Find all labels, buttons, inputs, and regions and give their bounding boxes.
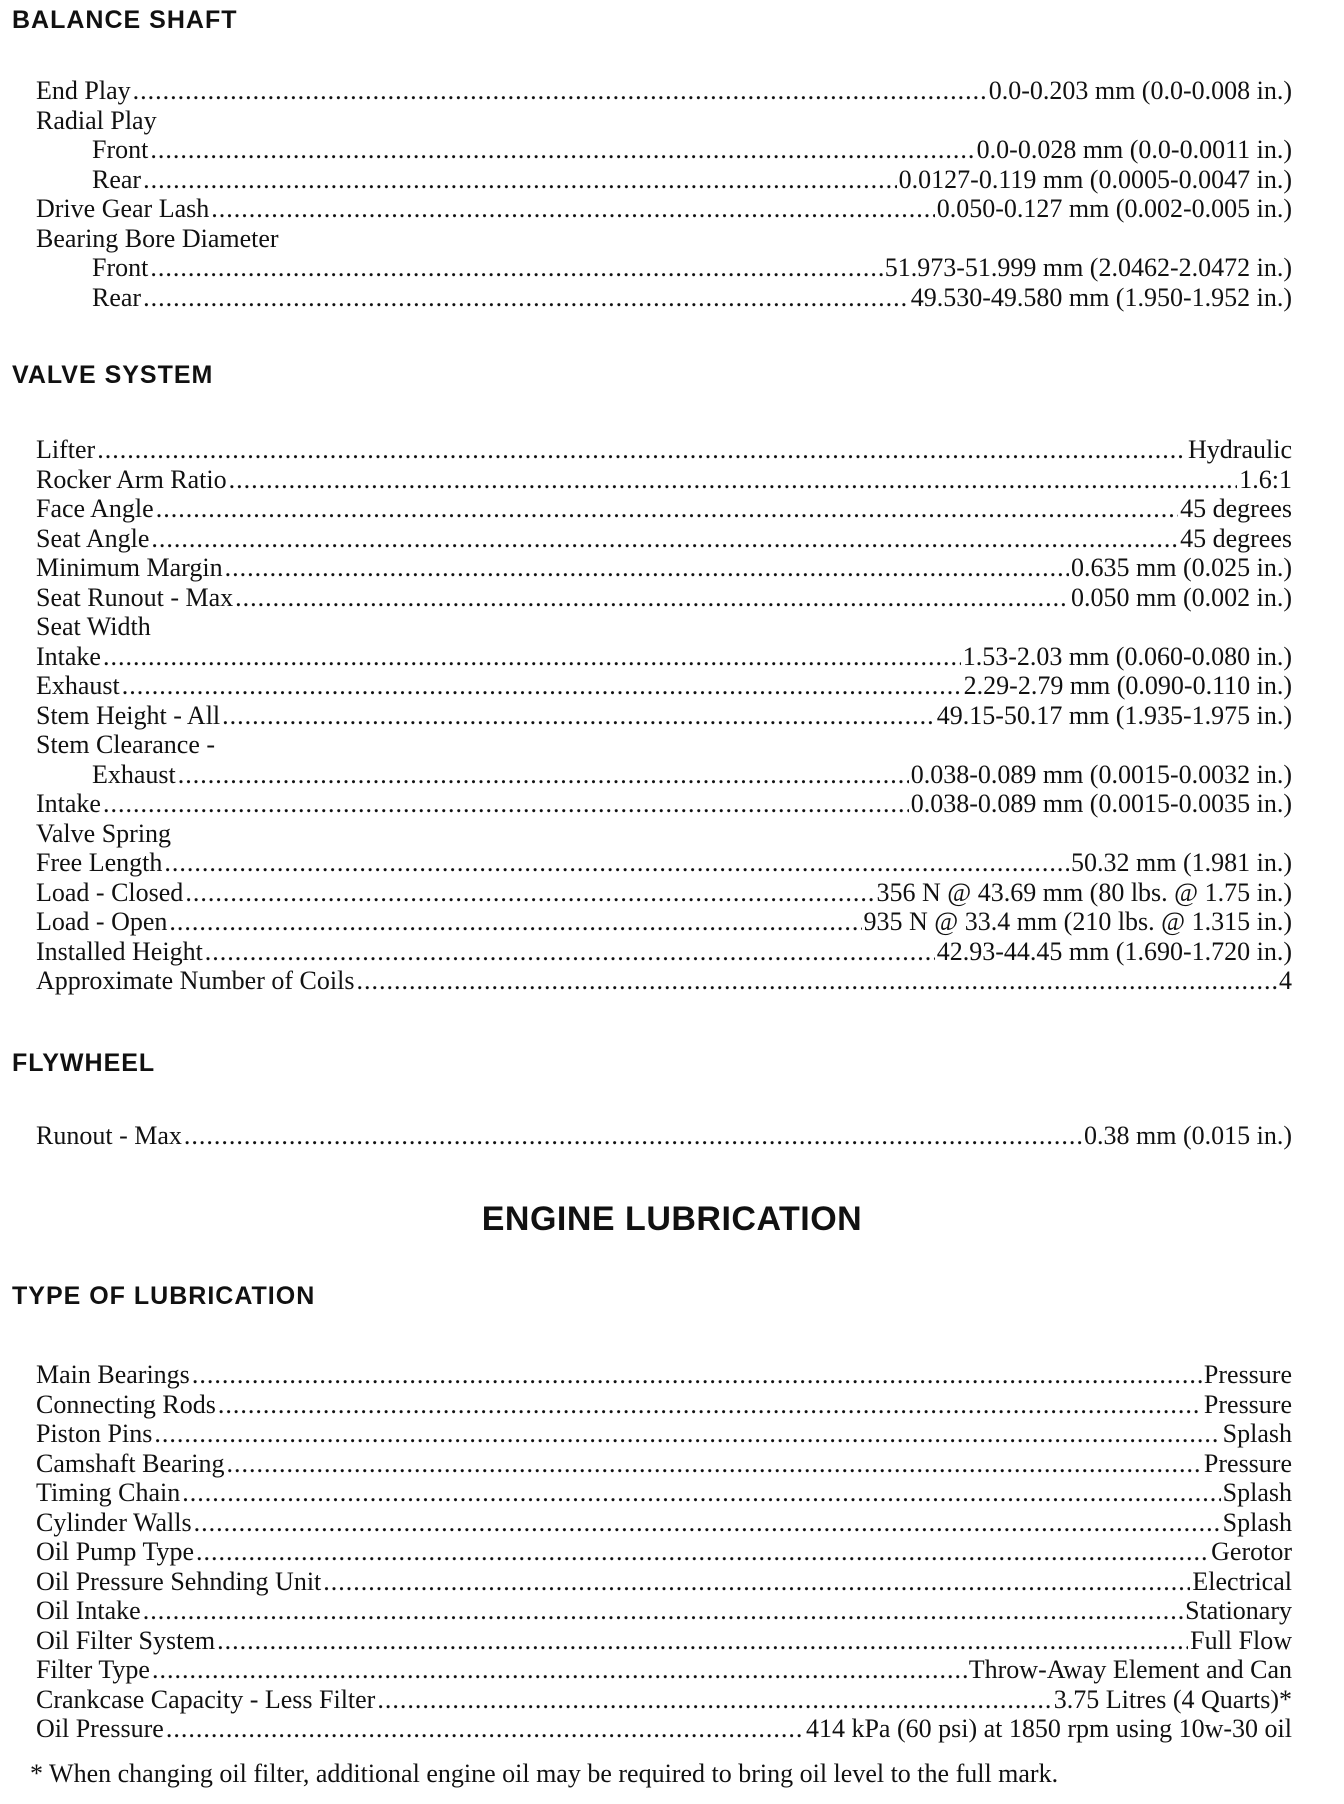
dot-leader xyxy=(235,583,1069,613)
spec-row xyxy=(36,583,1292,613)
dot-leader xyxy=(156,494,1178,524)
dot-leader xyxy=(143,1596,1183,1626)
dot-leader xyxy=(182,1478,1220,1508)
spec-row xyxy=(36,1360,1292,1390)
spec-value: 414 kPa (60 psi) at 1850 rpm using 10w-30 oil xyxy=(805,1714,1292,1743)
spec-subheading xyxy=(36,224,1292,254)
dot-leader xyxy=(184,1121,1082,1151)
spec-value: 1.6:1 xyxy=(1239,464,1292,494)
spec-value: 0.0-0.028 mm (0.0-0.0011 in.) xyxy=(976,135,1292,164)
spec-label: Connecting Rods xyxy=(36,1389,216,1419)
spec-row xyxy=(36,1714,1292,1744)
spec-value: 45 degrees xyxy=(1180,523,1292,553)
spec-label: Exhaust xyxy=(92,759,176,789)
spec-label: Approximate Number of Coils xyxy=(36,966,355,995)
spec-value: 51.973-51.999 mm (2.0462-2.0472 in.) xyxy=(884,253,1292,282)
spec-row xyxy=(36,1121,1292,1151)
dot-leader xyxy=(218,1390,1202,1420)
spec-row xyxy=(36,1655,1292,1685)
spec-value: Splash xyxy=(1222,1478,1292,1507)
spec-value: 49.15-50.17 mm (1.935-1.975 in.) xyxy=(936,700,1292,730)
spec-label: Stem Clearance - xyxy=(36,730,216,759)
dot-leader xyxy=(194,1508,1221,1538)
dot-leader xyxy=(150,253,882,283)
spec-label: Rocker Arm Ratio xyxy=(36,464,227,494)
dot-leader xyxy=(196,1537,1209,1567)
spec-label: Front xyxy=(92,253,149,282)
spec-label: Radial Play xyxy=(36,105,157,135)
spec-value: 0.38 mm (0.015 in.) xyxy=(1084,1121,1292,1150)
spec-row xyxy=(36,907,1292,937)
spec-value: Full Flow xyxy=(1190,1625,1292,1655)
spec-value: 0.635 mm (0.025 in.) xyxy=(1071,553,1292,582)
spec-row xyxy=(36,1567,1292,1597)
spec-value: 356 N @ 43.69 mm (80 lbs. @ 1.75 in.) xyxy=(876,877,1292,907)
section-heading-valve-system: VALVE SYSTEM xyxy=(12,361,214,389)
spec-value: 935 N @ 33.4 mm (210 lbs. @ 1.315 in.) xyxy=(863,907,1292,936)
dot-leader xyxy=(103,789,909,819)
spec-row xyxy=(36,253,1292,283)
spec-label: Free Length xyxy=(36,848,163,877)
spec-subheading xyxy=(36,819,1292,849)
spec-label: Cylinder Walls xyxy=(36,1507,192,1537)
spec-label: Exhaust xyxy=(36,671,120,700)
spec-subheading xyxy=(36,612,1292,642)
dot-leader xyxy=(133,76,987,106)
spec-value: 49.530-49.580 mm (1.950-1.952 in.) xyxy=(910,282,1292,312)
lubrication-spec-list xyxy=(36,1360,1292,1744)
spec-value: Pressure xyxy=(1203,1360,1292,1389)
dot-leader xyxy=(211,194,934,224)
spec-row xyxy=(36,1508,1292,1538)
spec-label: Intake xyxy=(36,789,101,818)
spec-row xyxy=(36,1596,1292,1626)
spec-row xyxy=(36,848,1292,878)
spec-row xyxy=(36,553,1292,583)
spec-value: Throw-Away Element and Can xyxy=(968,1655,1292,1684)
spec-label: Oil Intake xyxy=(36,1596,141,1625)
spec-row xyxy=(36,1449,1292,1479)
spec-value: Stationary xyxy=(1185,1596,1292,1625)
spec-label: Rear xyxy=(92,164,142,194)
spec-label: Crankcase Capacity - Less Filter xyxy=(36,1684,376,1714)
dot-leader xyxy=(205,937,935,967)
spec-label: Seat Runout - Max xyxy=(36,582,234,612)
spec-label: Minimum Margin xyxy=(36,553,223,582)
spec-row xyxy=(36,1390,1292,1420)
spec-value: 2.29-2.79 mm (0.090-0.110 in.) xyxy=(963,671,1292,700)
spec-value: 1.53-2.03 mm (0.060-0.080 in.) xyxy=(962,641,1292,671)
spec-label: Seat Width xyxy=(36,612,151,641)
footnote: * When changing oil filter, additional engine oil may be required to bring oil level to the full mark. xyxy=(30,1759,1059,1788)
dot-leader xyxy=(178,760,909,790)
spec-label: Rear xyxy=(92,282,142,312)
spec-value: 42.93-44.45 mm (1.690-1.720 in.) xyxy=(936,936,1292,966)
flywheel-spec-list xyxy=(36,1121,1292,1151)
spec-row xyxy=(36,524,1292,554)
spec-row xyxy=(36,435,1292,465)
spec-label: Lifter xyxy=(36,435,96,464)
spec-row xyxy=(36,76,1292,106)
spec-row xyxy=(36,966,1292,996)
spec-row xyxy=(36,760,1292,790)
spec-label: Runout - Max xyxy=(36,1121,182,1150)
section-heading-balance-shaft: BALANCE SHAFT xyxy=(12,6,238,34)
spec-row xyxy=(36,1685,1292,1715)
spec-value: 0.0-0.203 mm (0.0-0.008 in.) xyxy=(988,76,1292,105)
spec-value: Pressure xyxy=(1203,1448,1292,1478)
spec-row xyxy=(36,1419,1292,1449)
spec-row xyxy=(36,465,1292,495)
spec-label: Filter Type xyxy=(36,1655,150,1684)
spec-row xyxy=(36,494,1292,524)
spec-value: Splash xyxy=(1222,1419,1292,1448)
spec-value: 3.75 Litres (4 Quarts)* xyxy=(1053,1684,1292,1714)
dot-leader xyxy=(222,701,935,731)
dot-leader xyxy=(192,1360,1202,1390)
spec-value: 45 degrees xyxy=(1180,494,1292,523)
spec-row xyxy=(36,701,1292,731)
spec-label: Timing Chain xyxy=(36,1478,181,1507)
spec-label: Oil Filter System xyxy=(36,1625,216,1655)
spec-label: Seat Angle xyxy=(36,523,150,553)
spec-row xyxy=(36,1478,1292,1508)
balance-shaft-spec-list xyxy=(36,76,1292,312)
dot-leader xyxy=(143,165,897,195)
spec-label: Stem Height - All xyxy=(36,700,221,730)
spec-label: Front xyxy=(92,135,149,164)
section-heading-type-of-lubrication: TYPE OF LUBRICATION xyxy=(12,1282,316,1310)
spec-label: Piston Pins xyxy=(36,1419,153,1448)
spec-label: Installed Height xyxy=(36,936,203,966)
spec-label: Oil Pump Type xyxy=(36,1537,195,1566)
dot-leader xyxy=(143,283,909,313)
spec-value: 0.0127-0.119 mm (0.0005-0.0047 in.) xyxy=(898,164,1292,194)
spec-label: Oil Pressure xyxy=(36,1714,164,1743)
dot-leader xyxy=(150,135,974,165)
spec-subheading xyxy=(36,730,1292,760)
spec-row xyxy=(36,937,1292,967)
spec-row xyxy=(36,789,1292,819)
spec-row xyxy=(36,878,1292,908)
dot-leader xyxy=(164,848,1069,878)
spec-row xyxy=(36,642,1292,672)
spec-label: Drive Gear Lash xyxy=(36,194,210,223)
spec-value: 4 xyxy=(1279,966,1292,995)
spec-label: Main Bearings xyxy=(36,1360,190,1389)
section-heading-flywheel: FLYWHEEL xyxy=(12,1049,156,1077)
spec-label: End Play xyxy=(36,76,131,105)
spec-label: Load - Closed xyxy=(36,877,184,907)
dot-leader xyxy=(225,553,1069,583)
dot-leader xyxy=(356,966,1277,996)
spec-value: Pressure xyxy=(1203,1389,1292,1419)
spec-value: 0.050 mm (0.002 in.) xyxy=(1071,582,1292,612)
spec-label: Intake xyxy=(36,641,101,671)
spec-value: Electrical xyxy=(1192,1566,1292,1596)
spec-value: Splash xyxy=(1222,1507,1292,1537)
spec-row xyxy=(36,283,1292,313)
dot-leader xyxy=(122,671,962,701)
spec-row xyxy=(36,165,1292,195)
dot-leader xyxy=(169,907,861,937)
dot-leader xyxy=(226,1449,1201,1479)
dot-leader xyxy=(229,465,1238,495)
spec-label: Valve Spring xyxy=(36,818,172,848)
dot-leader xyxy=(154,1419,1220,1449)
dot-leader xyxy=(152,1655,967,1685)
spec-row xyxy=(36,194,1292,224)
spec-value: Hydraulic xyxy=(1188,435,1292,464)
spec-value: 0.038-0.089 mm (0.0015-0.0032 in.) xyxy=(910,759,1292,789)
dot-leader xyxy=(377,1685,1051,1715)
spec-subheading xyxy=(36,106,1292,136)
spec-label: Load - Open xyxy=(36,907,168,936)
spec-row xyxy=(36,1537,1292,1567)
valve-system-spec-list xyxy=(36,435,1292,996)
spec-value: 0.050-0.127 mm (0.002-0.005 in.) xyxy=(936,194,1292,223)
spec-row xyxy=(36,1626,1292,1656)
dot-leader xyxy=(151,524,1178,554)
dot-leader xyxy=(185,878,874,908)
spec-label: Bearing Bore Diameter xyxy=(36,223,279,253)
spec-label: Oil Pressure Sehnding Unit xyxy=(36,1566,322,1596)
dot-leader xyxy=(217,1626,1188,1656)
spec-row xyxy=(36,671,1292,701)
spec-row xyxy=(36,135,1292,165)
dot-leader xyxy=(103,642,961,672)
spec-value: 50.32 mm (1.981 in.) xyxy=(1071,848,1292,877)
dot-leader xyxy=(97,435,1186,465)
dot-leader xyxy=(166,1714,804,1744)
spec-label: Camshaft Bearing xyxy=(36,1448,225,1478)
spec-value: Gerotor xyxy=(1211,1537,1292,1566)
dot-leader xyxy=(323,1567,1190,1597)
spec-value: 0.038-0.089 mm (0.0015-0.0035 in.) xyxy=(910,789,1292,818)
spec-label: Face Angle xyxy=(36,494,154,523)
page-title-engine-lubrication: ENGINE LUBRICATION xyxy=(481,1200,863,1238)
